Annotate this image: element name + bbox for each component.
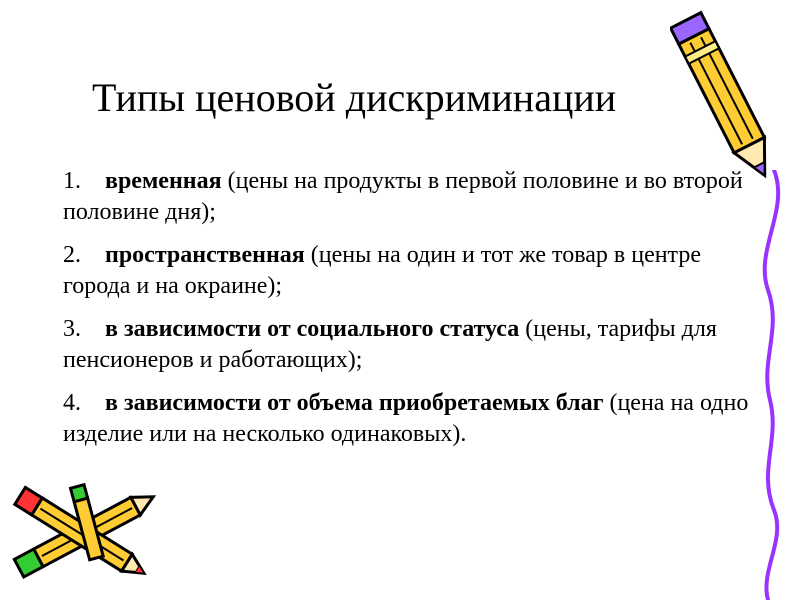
crossed-pencils-icon	[2, 478, 167, 596]
list-item-description: (цена на одно изделие или на несколько одинаковых).	[63, 390, 749, 447]
list-item	[63, 314, 763, 376]
list-item	[63, 166, 763, 228]
discrimination-types-list	[63, 166, 763, 462]
list-item	[63, 388, 763, 450]
list-item-number: 2.	[63, 242, 81, 268]
list-item-number: 1.	[63, 168, 81, 194]
list-item-description: (цены на один и тот же товар в центре города и на окраине);	[63, 242, 701, 299]
list-item-description: (цены, тарифы для пенсионеров и работающих);	[63, 316, 717, 373]
list-item-term: временная	[105, 168, 222, 194]
list-item-number: 4.	[63, 390, 81, 416]
list-item-term: пространственная	[105, 242, 305, 268]
list-item-description: (цены на продукты в первой половине и во второй половине дня);	[63, 168, 743, 225]
list-item-number: 3.	[63, 316, 81, 342]
list-item	[63, 240, 763, 302]
slide-title: Типы ценовой дискриминации	[92, 75, 617, 120]
list-item-term: в зависимости от объема приобретаемых благ	[105, 390, 604, 416]
list-item-term: в зависимости от социального статуса	[105, 316, 520, 342]
